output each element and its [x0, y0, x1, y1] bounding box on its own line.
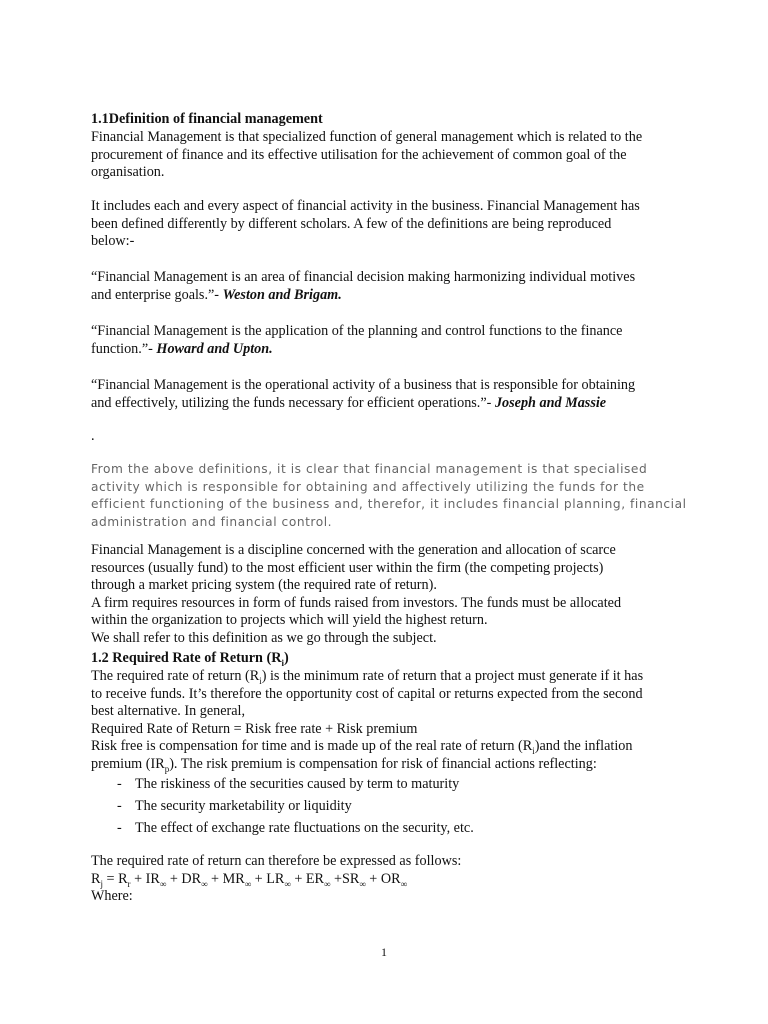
- page-number: 1: [381, 945, 387, 959]
- formula-term: + MR: [207, 870, 245, 887]
- formula-term: + IR: [130, 870, 160, 887]
- formula-subscript: ∞: [201, 878, 208, 889]
- text-line: It includes each and every aspect of financial activity in the business. Financial Management has: [91, 198, 640, 214]
- text-line: [91, 668, 686, 686]
- paragraph-definition: [91, 129, 686, 182]
- text-line: Financial Management is that specialized function of general management which is related to the: [91, 129, 643, 145]
- bullet-item: [117, 798, 352, 816]
- text-line: “Financial Management is an area of financial decision making harmonizing individual motives: [91, 269, 636, 285]
- text-line: Where:: [91, 888, 133, 904]
- bullet-item: [117, 820, 474, 838]
- formula-term: = R: [102, 870, 128, 887]
- formula-term: + ER: [290, 870, 324, 887]
- formula-term: R: [91, 870, 101, 887]
- section-heading-1-2: [91, 650, 686, 668]
- formula-term: + OR: [365, 870, 401, 887]
- paragraph-expression: [91, 853, 686, 906]
- quote-text: and effectively, utilizing the funds necessary for efficient operations.”-: [91, 394, 495, 411]
- formula-subscript: j: [100, 878, 103, 889]
- section-heading-1-1: [91, 111, 686, 129]
- text-line: [91, 341, 686, 359]
- quote-joseph-massie: [91, 377, 686, 412]
- text-line: below:-: [91, 233, 135, 249]
- bullet-text: The effect of exchange rate fluctuations on the security, etc.: [135, 820, 474, 836]
- text-line: been defined differently by different scholars. A few of the definitions are being reproduced: [91, 215, 612, 232]
- text-line: We shall refer to this definition as we go through the subject.: [91, 629, 437, 646]
- paragraph-discipline: [91, 542, 686, 647]
- text-run: Risk free is compensation for time and is made up of the real rate of return (R: [91, 738, 533, 754]
- text-line: Financial Management is a discipline concerned with the generation and allocation of scarce: [91, 542, 616, 558]
- subscript: i: [532, 745, 535, 756]
- text-run: )and the inflation: [534, 738, 633, 754]
- text-run: premium (IR: [91, 755, 165, 772]
- quote-text: and enterprise goals.”-: [91, 286, 223, 303]
- text-line: organisation.: [91, 164, 165, 180]
- text-run: ) is the minimum rate of return that a project must generate if it has: [261, 668, 644, 684]
- stray-dot: [91, 428, 686, 446]
- text-line: “Financial Management is the application of the planning and control functions to the finance: [91, 323, 623, 339]
- quote-howard-upton: [91, 323, 686, 358]
- formula-subscript: r: [127, 878, 131, 889]
- bullet-dash: -: [117, 820, 122, 836]
- bullet-text: The security marketability or liquidity: [135, 798, 352, 814]
- formula-term: +SR: [330, 870, 360, 887]
- heading-main: 1.2 Required Rate of Return (R: [91, 650, 282, 666]
- bullet-item: [117, 776, 459, 794]
- paragraph-aspects: [91, 198, 686, 251]
- quote-author: Weston and Brigam.: [222, 286, 342, 303]
- text-line: to receive funds. It’s therefore the opportunity cost of capital or returns expected from the second: [91, 685, 643, 702]
- text-run: The required rate of return (R: [91, 668, 260, 684]
- formula-term: + DR: [166, 870, 202, 887]
- formula-subscript: ∞: [284, 878, 291, 889]
- formula-subscript: ∞: [244, 878, 252, 889]
- quote-author: Joseph and Massie: [494, 394, 607, 411]
- heading-text: 1.1Definition of financial management: [91, 111, 323, 127]
- subscript: p: [164, 763, 170, 774]
- text-run: ). The risk premium is compensation for risk of financial actions reflecting:: [169, 755, 597, 772]
- text-line: resources (usually fund) to the most efficient user within the firm (the competing projects): [91, 559, 604, 576]
- text-line: through a market pricing system (the required rate of return).: [91, 577, 437, 593]
- quote-author: Howard and Upton.: [156, 340, 273, 357]
- text-line: “Financial Management is the operational activity of a business that is responsible for obtaining: [91, 377, 636, 393]
- formula-subscript: ∞: [159, 878, 167, 889]
- text-line: activity which is responsible for obtaining and affectively utilizing the funds for the: [91, 479, 645, 494]
- formula-subscript: ∞: [400, 878, 407, 889]
- heading-close: ): [283, 650, 289, 666]
- quote-weston-brigam: [91, 269, 686, 304]
- text-line: within the organization to projects which will yield the highest return.: [91, 612, 488, 628]
- formula-term: + LR: [251, 870, 285, 887]
- text-line: The required rate of return can therefore be expressed as follows:: [91, 853, 462, 869]
- bullet-dash: -: [117, 776, 122, 792]
- formula-subscript: ∞: [324, 878, 331, 889]
- text-line: procurement of finance and its effective utilisation for the achievement of common goal of the: [91, 146, 627, 163]
- bullet-dash: -: [117, 798, 122, 814]
- bullet-text: The riskiness of the securities caused by term to maturity: [135, 776, 460, 792]
- paragraph-required-rate: [91, 668, 686, 773]
- text-line: From the above definitions, it is clear that financial management is that specialised: [91, 462, 648, 476]
- heading-subscript: i: [281, 657, 284, 668]
- formula-subscript: ∞: [359, 878, 366, 889]
- quote-text: function.”-: [91, 340, 157, 357]
- heading-text: [91, 650, 686, 668]
- text-line: efficient functioning of the business and, therefor, it includes financial planning, financial: [91, 497, 687, 511]
- text-line: [91, 738, 686, 756]
- summary-paragraph: [91, 461, 691, 531]
- text-line: best alternative. In general,: [91, 703, 246, 719]
- text-line: [91, 395, 686, 413]
- text-line: [91, 287, 686, 305]
- text-line: A firm requires resources in form of funds raised from investors. The funds must be allocated: [91, 594, 622, 611]
- dot-text: .: [91, 428, 95, 444]
- subscript: i: [259, 675, 262, 686]
- formula-line: [91, 871, 686, 889]
- text-line: [91, 756, 686, 774]
- formula-line: Required Rate of Return = Risk free rate + Risk premium: [91, 720, 418, 737]
- text-line: administration and financial control.: [91, 514, 333, 529]
